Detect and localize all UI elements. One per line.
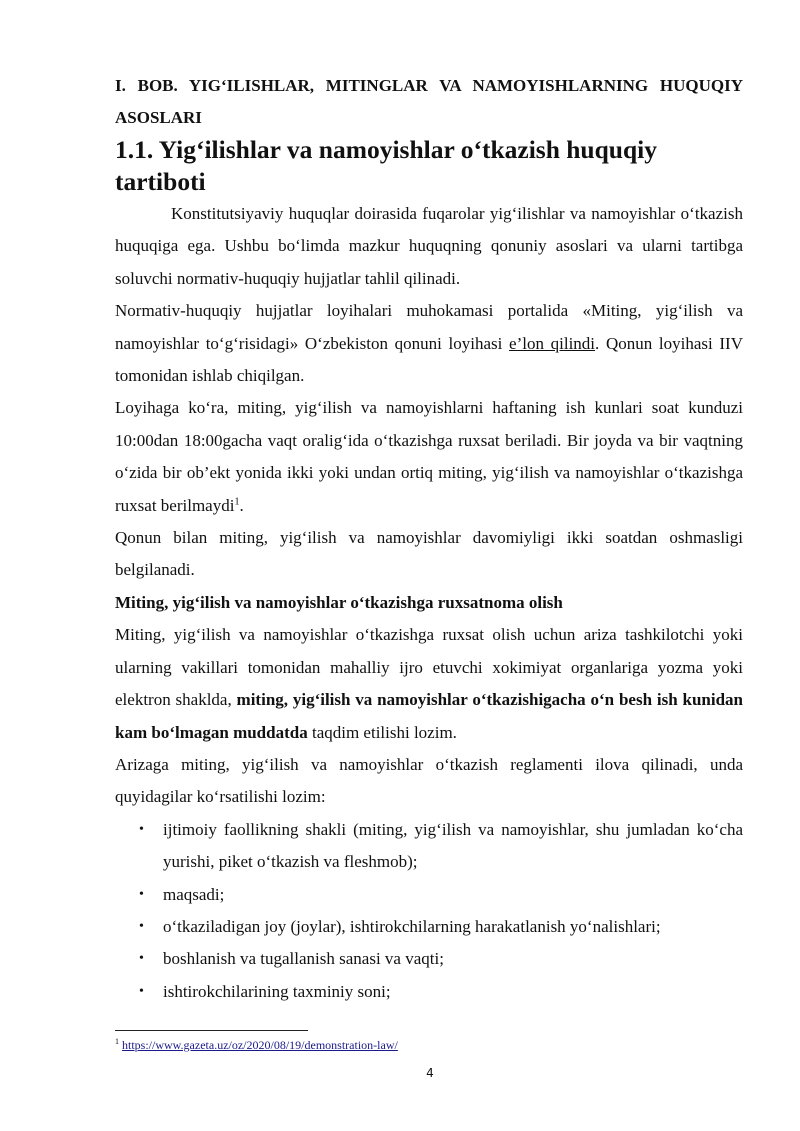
chapter-heading: I. BOB. YIG‘ILISHLAR, MITINGLAR VA NAMOYISHLARNING HUQUQIY ASOSLARI [115,76,743,127]
list-item [115,976,743,1008]
footnote-reference[interactable]: 1 [234,496,240,507]
document-page [115,70,743,1008]
page-number: 4 [426,1066,434,1080]
list-item [115,879,743,911]
paragraph-portal [115,295,743,392]
list-item-text: maqsadi; [163,884,225,904]
paragraph-application-text: Miting, yig‘ilish va namoyishlar o‘tkazishga ruxsat olish uchun ariza tashkilotchi yoki ularning vakillari tomonidan mahalliy ijro etuvchi xokimiyat organlariga yozma yoki elektron shaklda, [115,625,743,710]
bullet-icon: • [139,821,144,837]
footnote-number: 1 [115,1037,119,1046]
bullet-icon: • [139,983,144,999]
list-item-text: ijtimoiy faollikning shakli (miting, yig‘ilish va namoyishlar, shu jumladan ko‘cha yurishi, piket o‘tkazish va fleshmob); [163,819,743,872]
section-heading: 1.1. Yig‘ilishlar va namoyishlar o‘tkazish huquqiy tartiboti [115,135,657,196]
subheading-permit: Miting, yig‘ilish va namoyishlar o‘tkazishga ruxsatnoma olish [115,592,563,612]
list-item [115,814,743,879]
paragraph-schedule-text: Loyihaga ko‘ra, miting, yig‘ilish va namoyishlarni haftaning ish kunlari soat kunduzi 10:00dan 18:00gacha vaqt oralig‘ida o‘tkazishga ruxsat beriladi. Bir joyda va bir vaqtning o‘zida bir ob’ekt yonida ikki yoki undan ortiq miting, yig‘ilish va namoyishlar o‘tkazishga ruxsat berilmaydi [115,398,743,515]
paragraph-schedule [115,392,743,522]
paragraph-application-end: taqdim etilishi lozim. [307,722,457,742]
paragraph-regulation: Arizaga miting, yig‘ilish va namoyishlar o‘tkazish reglamenti ilova qilinadi, unda quyidagilar ko‘rsatilishi lozim: [115,754,743,807]
paragraph-intro: Konstitutsiyaviy huquqlar doirasida fuqarolar yig‘ilishlar va namoyishlar o‘tkazish huquqiga ega. Ushbu bo‘limda mazkur huquqning qonuniy asoslari va ularni tartibga soluvchi normativ-huquqiy hujjatlar tahlil qilinadi. [115,204,743,288]
announcement-link[interactable]: e’lon qilindi [509,333,596,353]
footnote [115,1038,398,1053]
list-item-text: boshlanish va tugallanish sanasi va vaqti; [163,949,444,969]
requirements-list [115,814,743,1008]
bullet-icon: • [139,951,144,967]
footnote-separator [115,1030,308,1031]
paragraph-application [115,619,743,749]
paragraph-schedule-end: . [239,495,244,515]
paragraph-duration: Qonun bilan miting, yig‘ilish va namoyishlar davomiyligi ikki soatdan oshmasligi belgilanadi. [115,528,743,580]
bullet-icon: • [139,918,144,934]
paragraph-application-bold: miting, yig‘ilish va namoyishlar o‘tkazishigacha o‘n besh ish kunidan kam bo‘lmagan muddatda [115,690,743,742]
list-item [115,911,743,943]
list-item-text: ishtirokchilarining taxminiy soni; [163,981,391,1001]
bullet-icon: • [139,886,144,902]
paragraph-portal-text: Normativ-huquqiy hujjatlar loyihalari muhokamasi portalida «Miting, yig‘ilish va namoyishlar to‘g‘risidagi» O‘zbekiston qonuni loyihasi [115,301,743,353]
paragraph-portal-text-end: . Qonun loyihasi IIV tomonidan ishlab chiqilgan. [115,333,743,386]
footnote-link[interactable]: https://www.gazeta.uz/oz/2020/08/19/demonstration-law/ [122,1038,398,1052]
list-item [115,943,743,975]
list-item-text: o‘tkaziladigan joy (joylar), ishtirokchilarning harakatlanish yo‘nalishlari; [163,916,661,936]
